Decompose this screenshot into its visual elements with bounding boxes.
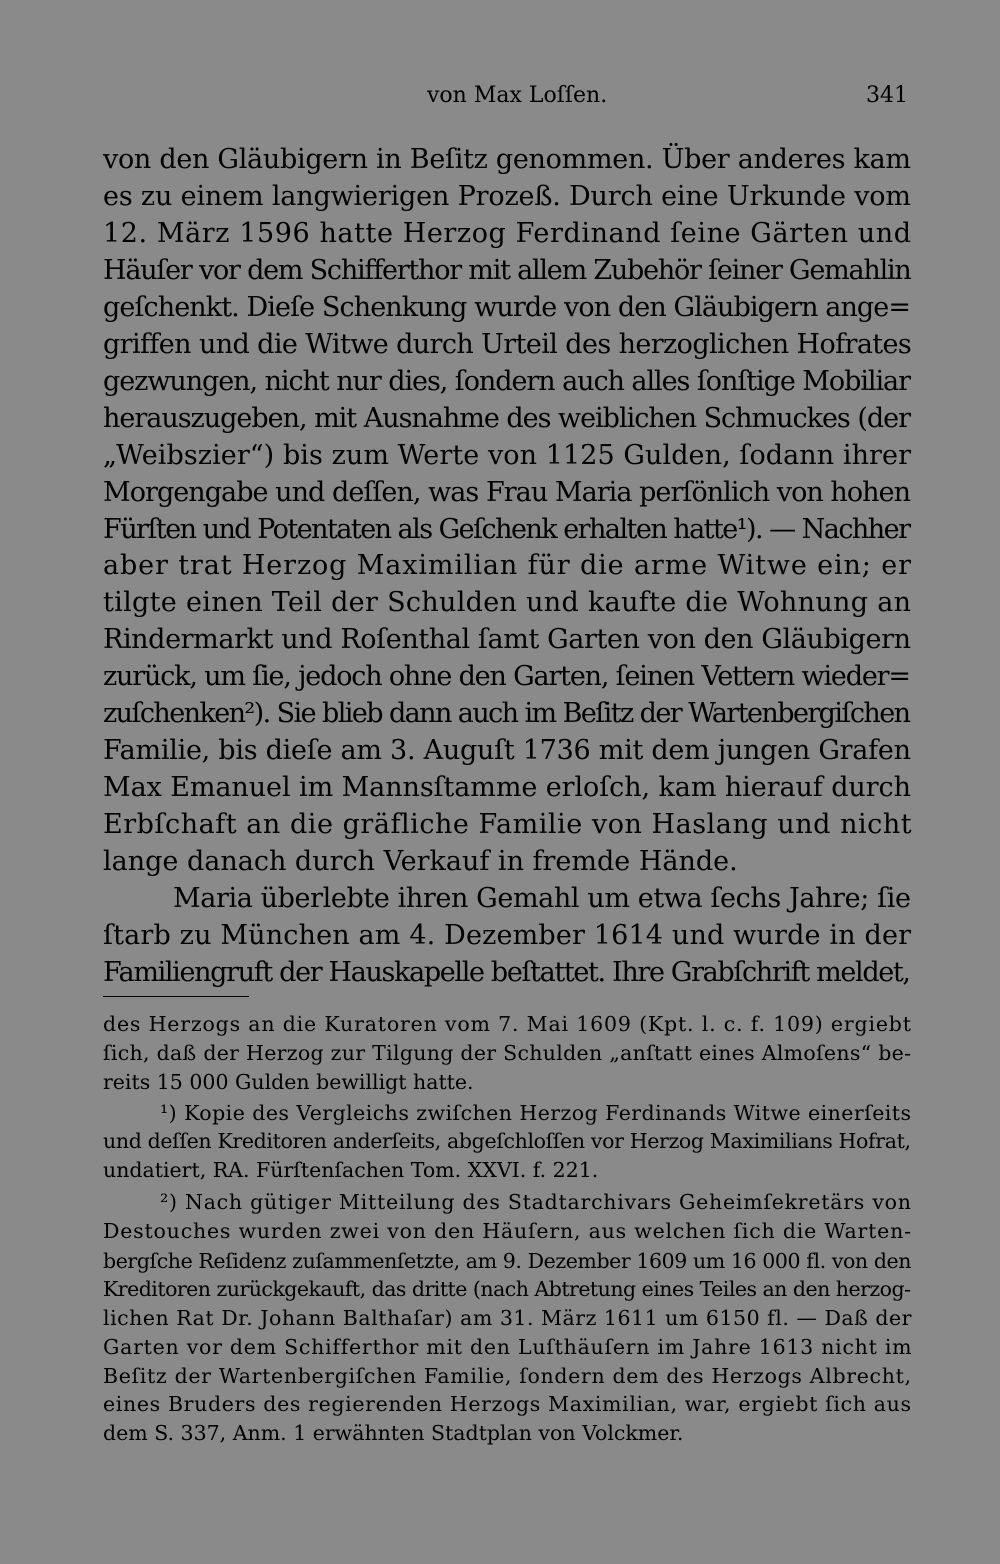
body-line: Morgengabe und deſſen, was Frau Maria perſönlich von hohen xyxy=(103,477,911,508)
body-line: griffen und die Witwe durch Urteil des herzoglichen Hofrates xyxy=(103,329,912,360)
body-line: „Weibszier“) bis zum Werte von 1125 Gulden, ſodann ihrer xyxy=(103,440,912,471)
footnote-line: eines Bruders des regierenden Herzogs Maximilian, war, ergiebt ſich aus xyxy=(103,1392,912,1416)
body-line: Familie, bis dieſe am 3. Auguſt 1736 mit dem jungen Grafen xyxy=(103,735,911,766)
body-line: zuſchenken²). Sie blieb dann auch im Beſitz der Wartenbergiſchen xyxy=(103,698,910,729)
footnote-line: reits 15 000 Gulden bewilligt hatte. xyxy=(103,1070,474,1094)
body-line: zurück, um ſie, jedoch ohne den Garten, ſeinen Vettern wieder= xyxy=(103,661,910,692)
body-line: Häuſer vor dem Schifferthor mit allem Zubehör ſeiner Gemahlin xyxy=(103,255,911,286)
footnote-separator xyxy=(103,996,249,997)
body-line: geſchenkt. Dieſe Schenkung wurde von den Gläubigern ange= xyxy=(103,292,911,323)
body-line: von den Gläubigern in Beſitz genommen. Über anderes kam xyxy=(103,144,911,175)
body-line: Fürſten und Potentaten als Geſchenk erhalten hatte¹). — Nachher xyxy=(103,514,910,545)
footnote-line: des Herzogs an die Kuratoren vom 7. Mai 1609 (Kpt. l. c. f. 109) ergiebt xyxy=(103,1012,912,1036)
body-line: tilgte einen Teil der Schulden und kaufte die Wohnung an xyxy=(103,587,912,618)
footnote-line: undatiert, RA. Fürſtenſachen Tom. XXVI. f. 221. xyxy=(103,1158,599,1182)
running-head-title: von Max Loſſen. xyxy=(427,83,608,108)
body-line: Rindermarkt und Roſenthal ſamt Garten von den Gläubigern xyxy=(103,624,911,655)
body-line: aber trat Herzog Maximilian für die arme Witwe ein; er xyxy=(103,550,912,581)
body-line: Maria überlebte ihren Gemahl um etwa ſechs Jahre; ſie xyxy=(173,883,911,914)
body-line: Familiengruft der Hauskapelle beſtattet. Ihre Grabſchrift meldet, xyxy=(103,957,910,988)
page-number: 341 xyxy=(866,83,908,108)
footnote-line: Destouches wurden zwei von den Häuſern, aus welchen ſich die Warten- xyxy=(103,1219,912,1243)
footnote-line: ¹) Kopie des Vergleichs zwiſchen Herzog Ferdinands Witwe einerſeits xyxy=(160,1101,912,1125)
body-line: gezwungen, nicht nur dies, ſondern auch alles ſonſtige Mobiliar xyxy=(103,366,910,397)
footnote-line: lichen Rat Dr. Johann Balthaſar) am 31. März 1611 um 6150 fl. — Daß der xyxy=(103,1306,912,1330)
body-line: lange danach durch Verkauf in fremde Hände. xyxy=(103,846,738,877)
body-line: Erbſchaft an die gräfliche Familie von Haslang und nicht xyxy=(103,809,913,840)
footnote-line: Beſitz der Wartenbergiſchen Familie, ſondern dem des Herzogs Albrecht, xyxy=(103,1364,912,1388)
body-line: 12. März 1596 hatte Herzog Ferdinand ſeine Gärten und xyxy=(103,218,912,249)
footnote-line: und deſſen Kreditoren anderſeits, abgeſchloſſen vor Herzog Maximilians Hofrat, xyxy=(103,1129,911,1153)
body-line: es zu einem langwierigen Prozeß. Durch eine Urkunde vom xyxy=(103,181,911,212)
body-line: herauszugeben, mit Ausnahme des weiblichen Schmuckes (der xyxy=(103,403,910,434)
footnote-line: Garten vor dem Schifferthor mit den Luſthäuſern im Jahre 1613 nicht im xyxy=(103,1335,913,1359)
body-line: Max Emanuel im Mannsſtamme erloſch, kam hierauf durch xyxy=(103,772,911,803)
body-line: ſtarb zu München am 4. Dezember 1614 und wurde in der xyxy=(103,920,912,951)
footnote-line: Kreditoren zurückgekauft, das dritte (nach Abtretung eines Teiles an den herzog- xyxy=(103,1277,911,1301)
footnote-line: dem S. 337, Anm. 1 erwähnten Stadtplan von Volckmer. xyxy=(103,1421,684,1445)
footnote-line: bergſche Reſidenz zuſammenſetzte, am 9. Dezember 1609 um 16 000 fl. von den xyxy=(103,1249,912,1273)
footnote-line: ſich, daß der Herzog zur Tilgung der Schulden „anſtatt eines Almoſens“ be- xyxy=(103,1041,912,1065)
footnote-line: ²) Nach gütiger Mitteilung des Stadtarchivars Geheimſekretärs von xyxy=(160,1190,912,1214)
